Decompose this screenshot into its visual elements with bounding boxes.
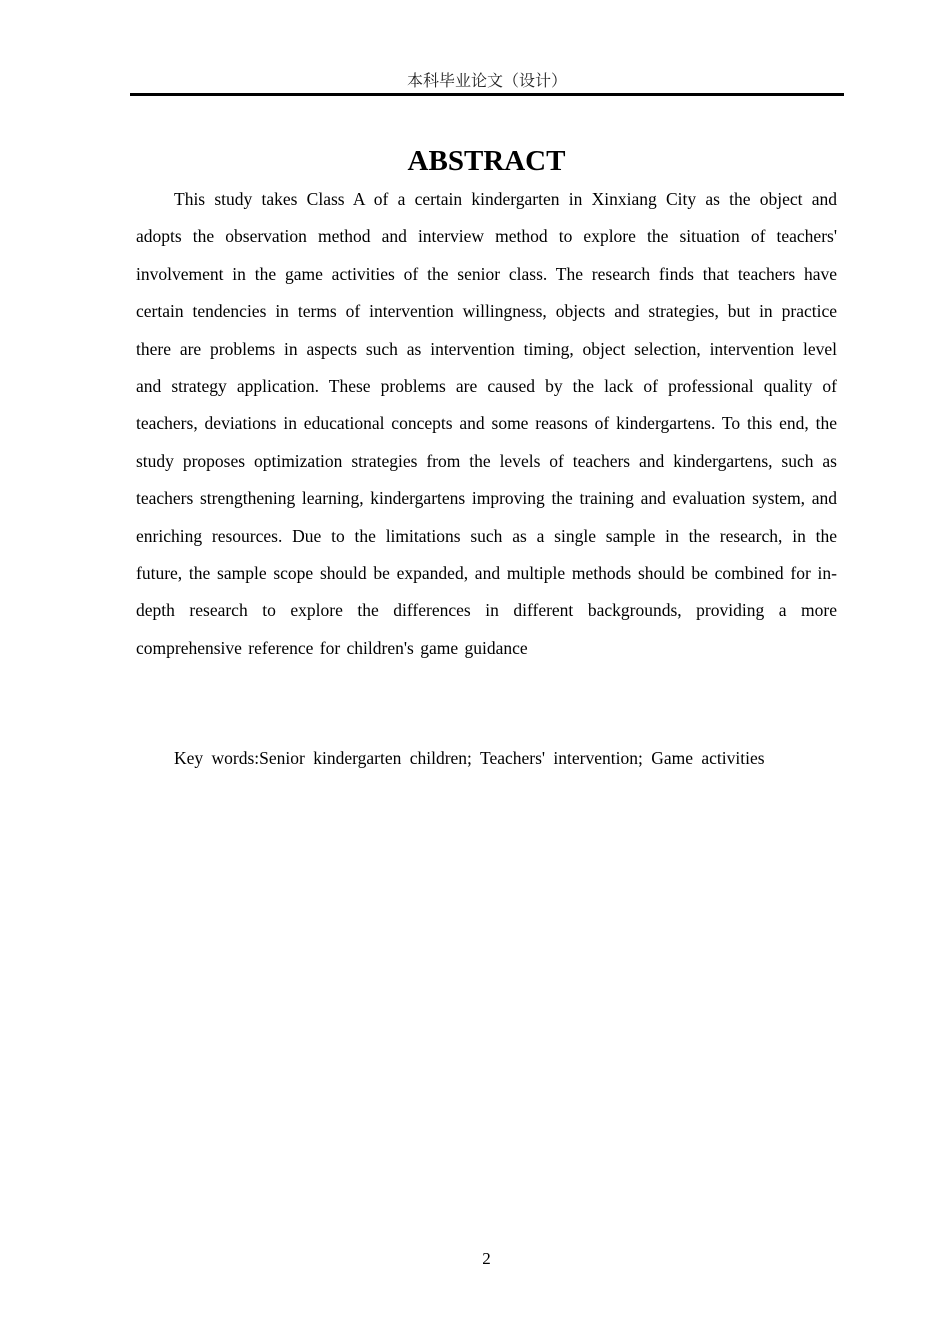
abstract-heading: ABSTRACT xyxy=(407,145,566,177)
abstract-paragraph: This study takes Class A of a certain kindergarten in Xinxiang City as the object and adopts the observation method and interview method to explore the situation of teachers' involvement in the game activities of the senior class. The research finds that teachers have certain tendencies in terms of intervention willingness, objects and strategies, but in practice there are problems in aspects such as intervention timing, object selection, intervention level and strategy application. These problems are caused by the lack of professional quality of teachers, deviations in educational concepts and some reasons of kindergartens. To this end, the study proposes optimization strategies from the levels of teachers and kindergartens, such as teachers strengthening learning, kindergartens improving the training and evaluation system, and enriching resources. Due to the limitations such as a single sample in the research, in the future, the sample scope should be expanded, and multiple methods should be combined for in-depth research to explore the differences in different backgrounds, providing a more comprehensive reference for children's game guidance xyxy=(136,189,837,658)
header-divider xyxy=(130,93,844,96)
keywords-line: Key words:Senior kindergarten children; Teachers' intervention; Game activities xyxy=(174,748,765,768)
page-number: 2 xyxy=(482,1249,491,1268)
page-header-title: 本科毕业论文（设计） xyxy=(406,71,567,90)
